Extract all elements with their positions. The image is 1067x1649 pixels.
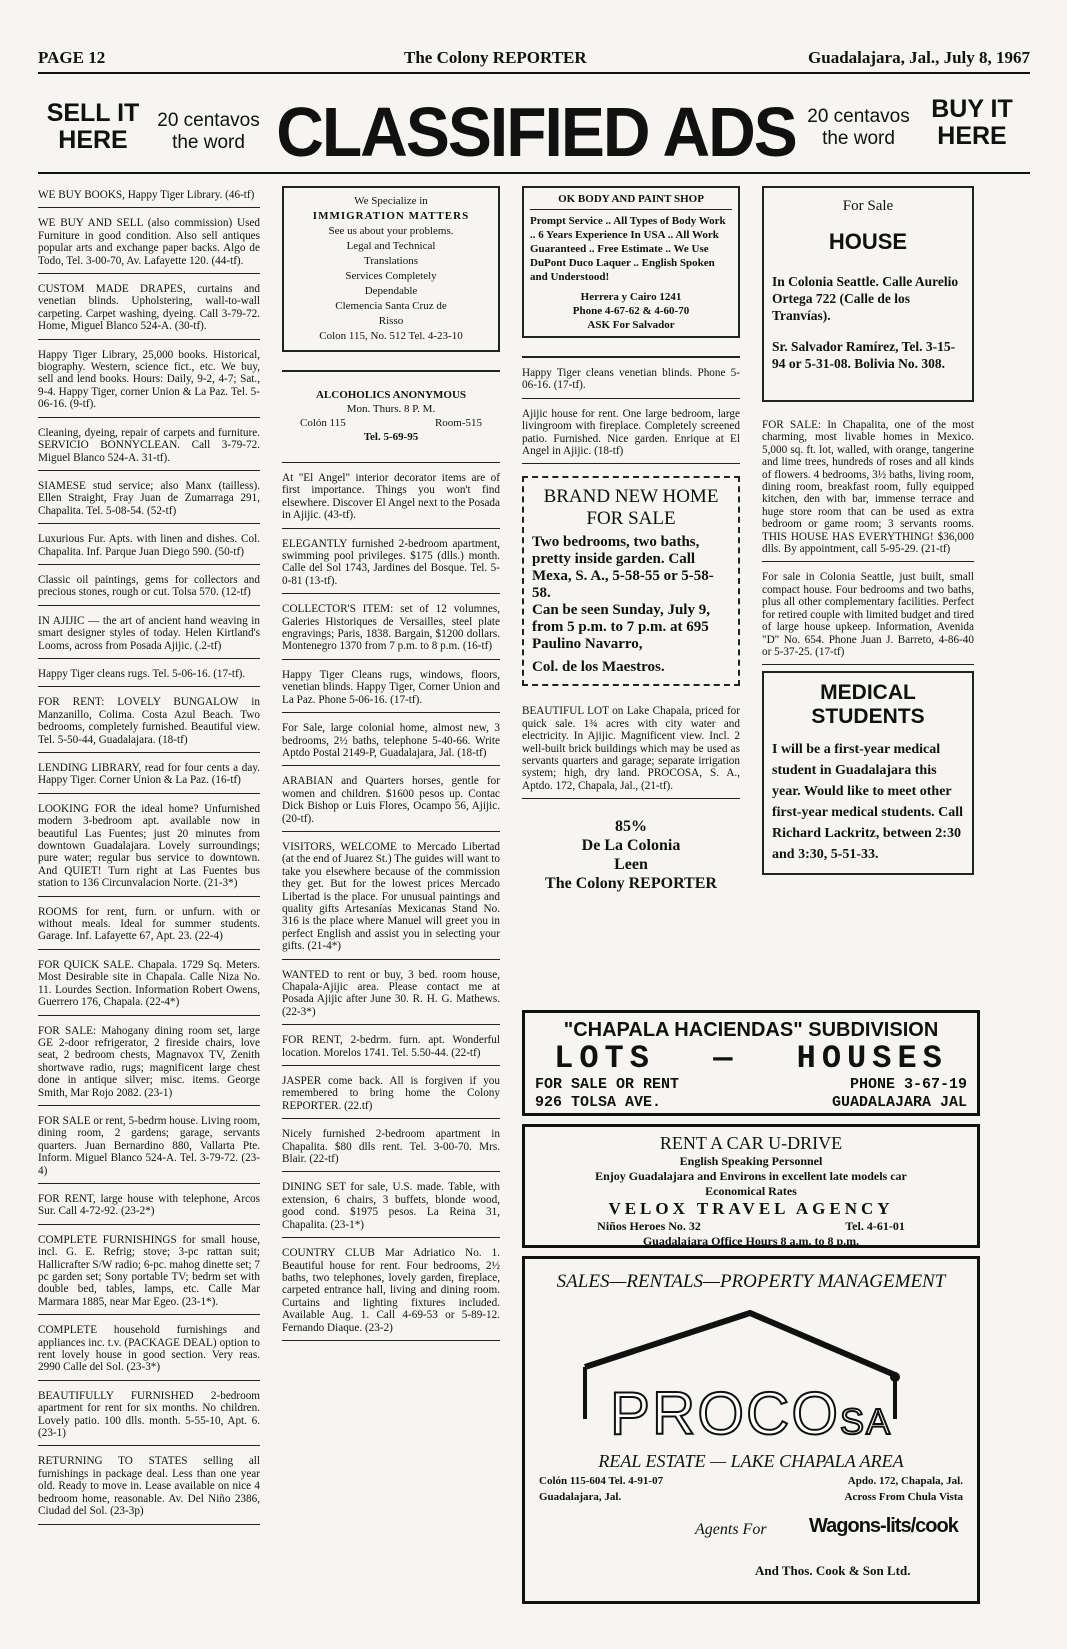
classified-ad: At "El Angel" interior decorator items are of first importance. Things you won't find elsewhere. Discover El Angel next to the Posada in Ajijic. (43-tf). bbox=[282, 469, 500, 529]
classified-ad: Happy Tiger Cleans rugs, windows, floors, venetian blinds. Happy Tiger, Corner Union and La Paz. Phone 5-06-16. (17-tf). bbox=[282, 666, 500, 713]
classified-ad: For sale in Colonia Seattle, just built, small compact house. Four bedrooms and two baths, plus all other complementary facilities. Perfect for retired couple with limited budget and tired of large house upkeep. Information, Avenida "D" No. 654. Phone Juan J. Barreto, 4-86-40 or 5-37-25. (17-tf) bbox=[762, 568, 974, 665]
classified-ad: FOR SALE or rent, 5-bedrm house. Living room, dining room, 2 gardens; garage, servants quarters. Juan Bernardino 880, Vallarta Pte. Inform. Miguel Blanco 524-A. Tel. 3-79-72. (23-4) bbox=[38, 1112, 260, 1184]
medical-students-ad: MEDICAL STUDENTS I will be a first-year medical student in Guadalajara this year. Would like to meet other first-year medical students. Call Richard Lackritz, between 2:30 and 3:30, 5-51-33. bbox=[762, 671, 974, 875]
leen-ad: 85% De La Colonia Leen The Colony REPORTER bbox=[545, 818, 717, 893]
alcoholics-anonymous-ad: ALCOHOLICS ANONYMOUS Mon. Thurs. 8 P. M. Colón 115 Room-515 Tel. 5-69-95 bbox=[282, 378, 500, 463]
classified-ad: COMPLETE FURNISHINGS for small house, incl. G. E. Refrig; stove; 3-pc rattan suit; Hallicrafter S/W radio; 6-pc. mahog dinette set; 7 pc garden set; Sony portable TV; bedrm set with double bed, tables, lamps, etc. Calle Mar Marmara 1885, near Mar Egeo. (23-1*). bbox=[38, 1231, 260, 1315]
classified-ad: COLLECTOR'S ITEM: set of 12 volumnes, Galeries Historiques de Versailles, steel plate engravings; Paris, 1838. Bargain, $1200 dollars. Montenegro 1370 from 7 p.m. to 8 p.m. (16-tf) bbox=[282, 600, 500, 660]
dateline: Guadalajara, Jal., July 8, 1967 bbox=[808, 48, 1030, 67]
classified-ad: LENDING LIBRARY, read for four cents a day. Happy Tiger. Corner Union & La Paz. (16-tf) bbox=[38, 759, 260, 794]
procosa-real-estate-ad: SALES—RENTALS—PROPERTY MANAGEMENT PROCOSA REAL ESTATE — LAKE CHAPALA AREA Colón 115-604 Tel. 4-91-07 Apdo. 172, Chapala, Jal. Guadalajara, Jal. Across From Chula Vista Agents For Wagons-lits/cook And Thos. Cook & Son Ltd. bbox=[522, 1256, 980, 1604]
ok-body-shop-ad: OK BODY AND PAINT SHOP Prompt Service .. All Types of Body Work .. 6 Years Experience In USA .. All Work Guaranteed .. Free Estimate .. We Use DuPont Duco Laquer .. English Spoken and Understood! Herrera y Cairo 1241 Phone 4-67-62 & 4-60-70 ASK For Salvador bbox=[522, 186, 740, 338]
buy-it-here: BUY IT HERE bbox=[931, 95, 1013, 150]
classified-ad: FOR SALE: Mahogany dining room set, large GE 2-door refrigerator, 2 fireside chairs, love seat, 2 bedroom chests, Magnavox TV, Zenith shortwave radio, rugs; magnificent large chest done in antique silver; misc. items. George Smith, Mar Rojo 2082. (23-1) bbox=[38, 1022, 260, 1106]
classified-ad: BEAUTIFULLY FURNISHED 2-bedroom apartment for rent for six months. No children. Lovely patio. 100 dlls. month. 5-55-10, Apt. 6. (23-1) bbox=[38, 1387, 260, 1447]
classified-ad: Ajijic house for rent. One large bedroom, large livingroom with fireplace. Completely screened patio. Furnished. Nice garden. Enrique at El Angel in Ajijic. (18-tf) bbox=[522, 405, 740, 465]
classified-ad: FOR RENT, 2-bedrm. furn. apt. Wonderful location. Morelos 1741. Tel. 5.50-44. (22-tf) bbox=[282, 1031, 500, 1066]
classified-ad: FOR SALE: In Chapalita, one of the most charming, most livable homes in Mexico. 5,000 sq. ft. lot, walled, with orange, tangerine and lime trees, hundreds of roses and all kinds of flowers. 4 bedrooms, 3½ baths, living room, dining room, breakfast room, fully equipped kitchen, den with bar, immense terrace and huge store room that can be used as extra bedroom or game room; 3 servants rooms. THIS HOUSE HAS EVERYTHING! $36,000 dlls. By appointment, call 5-95-29. (21-tf) bbox=[762, 416, 974, 562]
classified-ad: ELEGANTLY furnished 2-bedroom apartment, swimming pool privileges. $175 (dlls.) month. Calle del Sol 1743, Jardines del Bosque. Tel. 5-0-81 (13-tf). bbox=[282, 535, 500, 595]
classified-ad: Happy Tiger Library, 25,000 books. Historical, biography. Western, science fict., etc. We buy, sell and lend books. Hours: Daily, 9-2, 4-7; Sat., 9-4. Happy Tiger, corner Union & La Paz. Tel. 5-06-16. (9-tf). bbox=[38, 346, 260, 418]
column-2 bbox=[282, 186, 500, 1347]
classified-ad: RETURNING TO STATES selling all furnishings in package deal. Less than one year old. Ready to move in. Lease available on nice 4 bedroom home, reasonable. Av. Del Niño 2386, Ciudad del Sol. (23-3p) bbox=[38, 1452, 260, 1524]
classified-ad: Nicely furnished 2-bedroom apartment in Chapalita. $80 dlls rent. Tel. 3-00-70. Mrs. Blair. (22-tf) bbox=[282, 1125, 500, 1172]
brand-new-home-ad: BRAND NEW HOME FOR SALE Two bedrooms, two baths, pretty inside garden. Call Mexa, S. A., 5-58-55 or 5-58-58. Can be seen Sunday, July 9, from 5 p.m. to 7 p.m. at 695 Paulino Navarro, Col. de los Maestros. bbox=[522, 476, 740, 686]
procosa-logo: PROCOSA bbox=[609, 1380, 893, 1447]
classified-ad: JASPER come back. All is forgiven if you remembered to bring home the Colony REPORTER. (22.tf) bbox=[282, 1072, 500, 1119]
classified-ads-title: CLASSIFIED ADS bbox=[276, 93, 796, 171]
classified-ad: For Sale, large colonial home, almost new, 3 bedrooms, 2½ baths, telephone 5-40-66. Write Aptdo Postal 2149-P, Guadalajara, Jal. (18-tf) bbox=[282, 719, 500, 766]
classified-ad: ROOMS for rent, furn. or unfurn. with or without meals. Ideal for summer students. Garage. Inf. Lafayette 67, Apt. 23. (22-4) bbox=[38, 903, 260, 950]
sell-it-here: SELL IT HERE bbox=[46, 99, 140, 154]
classified-ad: BEAUTIFUL LOT on Lake Chapala, priced for quick sale. 1¾ acres with city water and electricity. In Ajijic. Magnificent view. Incl. 2 well-built brick buildings which may be used as servants quarters and garage; separate irrigation system; high, dry land. PROCOSA, S. A., Aptdo. 172, Chapala, Jal., (21-tf). bbox=[522, 702, 740, 799]
classified-ad: WE BUY AND SELL (also commission) Used Furniture in good condition. Also sell antiques popular arts and exchange paper backs. Algo de Todo, Tel. 3-00-70, Av. Lafayette 120. (44-tf). bbox=[38, 214, 260, 274]
immigration-ad: We Specialize in IMMIGRATION MATTERS See us about your problems. Legal and Technical Translations Services Completely Dependable Clemencia Santa Cruz de Risso Colon 115, No. 512 Tel. 4-23-10 bbox=[282, 186, 500, 352]
classified-ad: DINING SET for sale, U.S. made. Table, with extension, 6 chairs, 3 buffets, blonde wood, good cond. $1975 pesos. La Reina 31, Chapalita. (23-1*) bbox=[282, 1178, 500, 1238]
column-3 bbox=[522, 186, 740, 905]
classified-ad: LOOKING FOR the ideal home? Unfurnished modern 3-bedroom apt. available now in beautiful Las Fuentes; just 20 minutes from downtown Guadalajara. Lovely surroundings; pure water; regular bus service to downtown. And QUIET! Turn right at Las Fuentes bus station to 136 Circunvalacion Norte. (21-3*) bbox=[38, 800, 260, 897]
classified-ad: IN AJIJIC — the art of ancient hand weaving in smart designer styles of today. Helen Kirtland's Looms, across from Posada Ajijic. (.2-tf) bbox=[38, 612, 260, 659]
classified-ad: SIAMESE stud service; also Manx (tailless). Ellen Straight, Fray Juan de Zumarraga 291, Chapalita. Tel. 5-08-54. (52-tf) bbox=[38, 477, 260, 524]
classified-ad: Cleaning, dyeing, repair of carpets and furniture. SERVICIO BONNYCLEAN. Call 3-79-72. Miguel Blanco 524-A. 31-tf). bbox=[38, 424, 260, 471]
wagons-lits-logo: Wagons-lits/cook bbox=[809, 1515, 958, 1537]
velox-rent-a-car-ad: RENT A CAR U-DRIVE English Speaking Personnel Enjoy Guadalajara and Environs in excellent late models car Economical Rates VELOX TRAVEL AGENCY Niños Heroes No. 32 Tel. 4-61-01 Guadalajara Office Hours 8 a.m. to 8 p.m. bbox=[522, 1124, 980, 1248]
classified-ad: FOR QUICK SALE. Chapala. 1729 Sq. Meters. Most Desirable site in Chapala. Calle Niza No. 11. Lourdes Section. Information Robert Owens, Guerrero 176, Chapala. (22-4*) bbox=[38, 956, 260, 1016]
classified-banner bbox=[38, 92, 1030, 174]
price-right: 20 centavos the word bbox=[807, 106, 910, 149]
classified-ad: WANTED to rent or buy, 3 bed. room house, Chapala-Ajijic area. Please contact me at Posada Ajijic after June 30. R. H. G. Mathews. (22-3*) bbox=[282, 966, 500, 1026]
column-4 bbox=[762, 186, 974, 875]
column-2-ads bbox=[282, 469, 500, 1341]
page-header bbox=[38, 46, 1030, 74]
classified-ad: Happy Tiger cleans venetian blinds. Phone 5-06-16. (17-tf). bbox=[522, 364, 740, 399]
paper-name: The Colony REPORTER bbox=[404, 48, 587, 67]
classified-ad: Luxurious Fur. Apts. with linen and dishes. Col. Chapalita. Inf. Parque Juan Diego 590. (50-tf) bbox=[38, 530, 260, 565]
chapala-haciendas-ad: "CHAPALA HACIENDAS" SUBDIVISION LOTS — HOUSES FOR SALE OR RENT PHONE 3-67-19 926 TOLSA AVE. GUADALAJARA JAL bbox=[522, 1010, 980, 1116]
classified-ad: ARABIAN and Quarters horses, gentle for women and children. $1600 pesos up. Contac Dick Bishop or Luis Flores, Ocampo 56, Ajijic. (20-tf). bbox=[282, 772, 500, 832]
price-left: 20 centavos the word bbox=[157, 110, 260, 153]
classified-ad: Classic oil paintings, gems for collectors and precious stones, rough or cut. Tolsa 570. (12-tf) bbox=[38, 571, 260, 606]
house-for-sale-ad: For Sale HOUSE In Colonia Seattle. Calle Aurelio Ortega 722 (Calle de los Tranvías). Sr. Salvador Ramírez, Tel. 3-15-94 or 5-31-08. Bolivia No. 308. bbox=[762, 186, 974, 402]
page-number: PAGE 12 bbox=[38, 48, 106, 67]
classified-ad: WE BUY BOOKS, Happy Tiger Library. (46-tf) bbox=[38, 186, 260, 208]
classified-ad: VISITORS, WELCOME to Mercado Libertad (at the end of Juarez St.) The guides will want to take you elsewhere because of the commission they get. But for the lowest prices Mercado Libertad is the place. For unusual paintings and quality gifts Artesanías Mexicanas Stand No. 316 is the place where Manuel will greet you in perfect English and assist you in selecting your gifts. (21-4*) bbox=[282, 838, 500, 960]
classified-ad: COMPLETE household furnishings and appliances inc. t.v. (PACKAGE DEAL) option to rent lovely house in good section. Very reas. 2990 Calle del Sol. (23-3*) bbox=[38, 1321, 260, 1381]
classified-ad: COUNTRY CLUB Mar Adriatico No. 1. Beautiful house for rent. Four bedrooms, 2½ baths, two telephones, lovely garden, fireplace, carpeted entrance hall, living and dining room. Curtains and lighting fixtures included. Available Aug. 1. Call 4-69-53 or 5-89-12. Fernando Diaque. (23-2) bbox=[282, 1244, 500, 1341]
classified-ad: Happy Tiger cleans rugs. Tel. 5-06-16. (17-tf). bbox=[38, 665, 260, 687]
classified-ad: CUSTOM MADE DRAPES, curtains and venetian blinds. Upholstering, wall-to-wall carpeting. Carpet washing, dyeing. Call 3-79-72. Home, Miguel Blanco 524-A. (30-tf). bbox=[38, 280, 260, 340]
classified-ad: FOR RENT, large house with telephone, Arcos Sur. Call 4-72-92. (23-2*) bbox=[38, 1190, 260, 1225]
classified-ad: FOR RENT: LOVELY BUNGALOW in Manzanillo, Colima. Costa Azul Beach. Two bedrooms, completely furnished. Beautiful view. Tel. 5-50-44, Guadalajara. (18-tf) bbox=[38, 693, 260, 753]
column-1 bbox=[38, 186, 260, 1531]
